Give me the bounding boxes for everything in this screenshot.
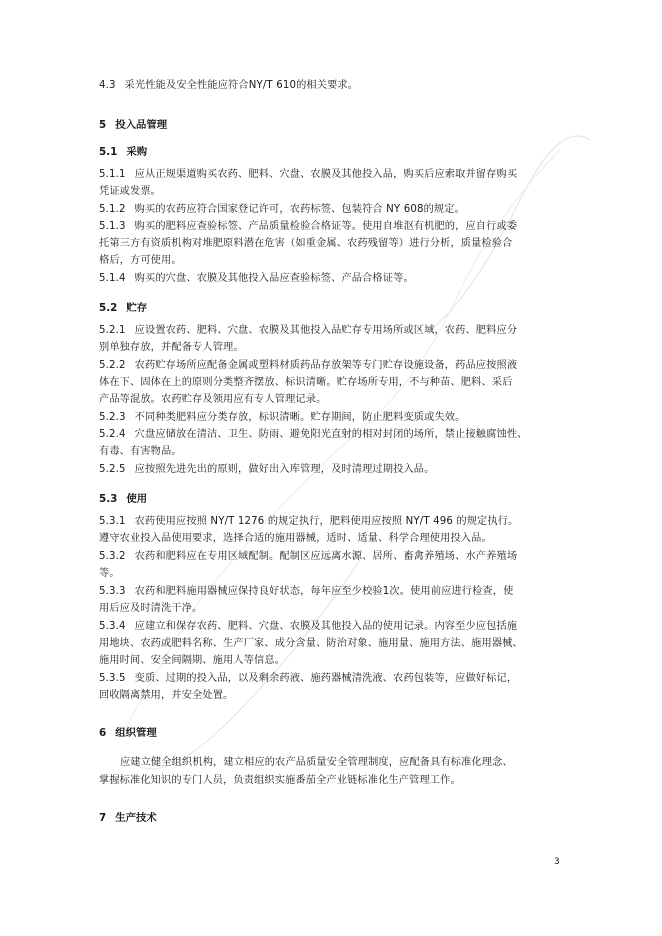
section-6-paragraph: 应建立健全组织机构，建立相应的农产品质量安全管理制度，应配备具有标准化理念、 (120, 757, 513, 768)
clause-5-3-1: 5.3.1 农药使用应按照 NY/T 1276 的规定执行，肥料使用应按照 NY/T 496 的规定执行。 (99, 516, 519, 527)
subsection-heading-5-3: 5.3 使用 (99, 493, 148, 505)
clause-5-2-1-cont: 别单独存放，并配备专人管理。 (99, 342, 244, 353)
clause-5-2-2: 5.2.2 农药贮存场所应配备金属或塑料材质药品存放架等专门贮存设施设备，药品应按照液 (99, 360, 518, 371)
clause-5-3-4-cont: 用地块、农药或肥料名称、生产厂家、成分含量、防治对象、施用量、施用方法、施用器械、 (99, 638, 523, 649)
clause-5-1-4: 5.1.4 购买的穴盘、农膜及其他投入品应查验标签、产品合格证等。 (99, 273, 414, 284)
clause-5-3-2: 5.3.2 农药和肥料应在专用区域配制。配制区应远离水源、居所、畜禽养殖场、水产养殖场 (99, 551, 518, 562)
clause-5-1-1-cont: 凭证或发票。 (99, 186, 162, 197)
line-1: 4.3 采光性能及安全性能应符合NY/T 610的相关要求。 (99, 80, 359, 91)
clause-5-2-2-cont: 体在下、固体在上的原则分类整齐摆放、标识清晰。贮存场所专用，不与种苗、肥料、采后 (99, 377, 513, 388)
clause-5-2-4: 5.2.4 穴盘应储放在清洁、卫生、防雨、避免阳光直射的相对封闭的场所，禁止接触腐蚀性、 (99, 429, 528, 440)
clause-5-3-2-cont: 等。 (99, 568, 120, 579)
clause-5-1-3-cont: 格后，方可使用。 (99, 255, 182, 266)
section-heading-6: 6 组织管理 (99, 727, 157, 739)
clause-5-2-1: 5.2.1 应设置农药、肥料、穴盘、农膜及其他投入品贮存专用场所或区域，农药、肥料应分 (99, 325, 518, 336)
section-heading-7: 7 生产技术 (99, 812, 157, 824)
subsection-heading-5-1: 5.1 采购 (99, 146, 148, 158)
clause-5-2-2-cont: 产品等混放。农药贮存及领用应有专人管理记录。 (99, 394, 327, 405)
section-6-paragraph-cont: 掌握标准化知识的专门人员，负责组织实施番茄全产业链标准化生产管理工作。 (99, 775, 461, 786)
clause-5-2-4-cont: 有毒、有害物品。 (99, 446, 182, 457)
section-heading-5: 5 投入品管理 (99, 119, 168, 131)
page-number: 3 (554, 857, 560, 867)
subsection-heading-5-2: 5.2 贮存 (99, 302, 148, 314)
clause-5-3-1-cont: 遵守农业投入品使用要求，选择合适的施用器械，适时、适量、科学合理使用投入品。 (99, 533, 492, 544)
clause-5-3-4-cont: 施用时间、安全间隔期、施用人等信息。 (99, 655, 286, 666)
clause-5-1-1: 5.1.1 应从正规渠道购买农药、肥料、穴盘、农膜及其他投入品，购买后应索取并留存购买 (99, 169, 518, 180)
clause-5-1-3: 5.1.3 购买的肥料应查验标签、产品质量检验合格证等。使用自堆沤有机肥的，应自行或委 (99, 221, 518, 232)
clause-5-3-5: 5.3.5 变质、过期的投入品，以及剩余药液、施药器械清洗液、农药包装等，应做好标记， (99, 673, 518, 684)
clause-5-3-5-cont: 回收隔离禁用，并安全处置。 (99, 690, 234, 701)
clause-5-3-3-cont: 用后应及时清洗干净。 (99, 603, 203, 614)
clause-5-2-5: 5.2.5 应按照先进先出的原则，做好出入库管理，及时清理过期投入品。 (99, 464, 435, 475)
clause-5-1-2: 5.1.2 购买的农药应符合国家登记许可，农药标签、包装符合 NY 608的规定。 (99, 204, 465, 215)
clause-5-1-3-cont: 托第三方有资质机构对堆肥原料潜在危害（如重金属、农药残留等）进行分析，质量检验合 (99, 238, 513, 249)
clause-5-3-3: 5.3.3 农药和肥料施用器械应保持良好状态，每年应至少校验1次。使用前应进行检查，使 (99, 586, 514, 597)
clause-5-2-3: 5.2.3 不同种类肥料应分类存放，标识清晰。贮存期间，防止肥料变质或失效。 (99, 412, 466, 423)
clause-5-3-4: 5.3.4 应建立和保存农药、肥料、穴盘、农膜及其他投入品的使用记录。内容至少应包括施 (99, 621, 518, 632)
